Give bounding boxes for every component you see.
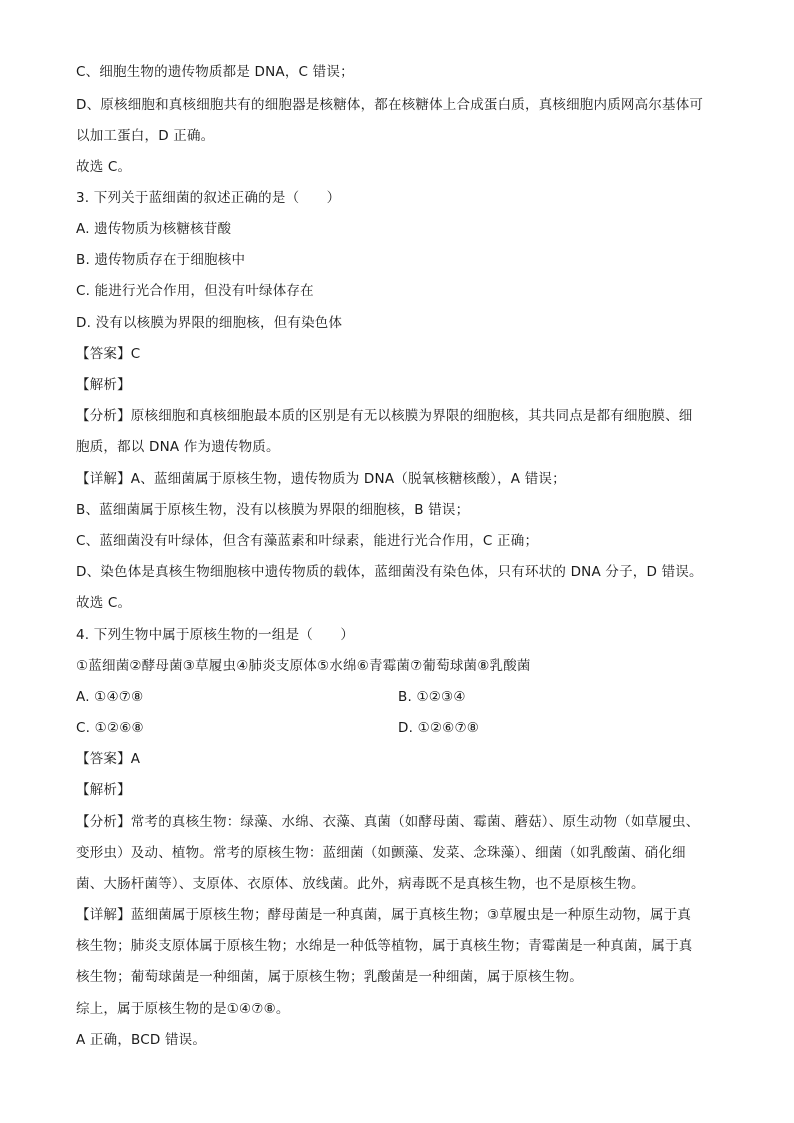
text-line: D、原核细胞和真核细胞共有的细胞器是核糖体，都在核糖体上合成蛋白质，真核细胞内质网高尔基体可 <box>76 97 704 113</box>
option-c: C. 能进行光合作用，但没有叶绿体存在 <box>76 283 314 299</box>
option-b: B. ①②③④ <box>398 689 466 705</box>
text-line: B、蓝细菌属于原核生物，没有以核膜为界限的细胞核，B 错误； <box>76 502 470 518</box>
option-d: D. 没有以核膜为界限的细胞核，但有染色体 <box>76 315 343 331</box>
option-d: D. ①②⑥⑦⑧ <box>398 720 480 736</box>
text-line: 变形虫）及动、植物。常考的原核生物：蓝细菌（如颤藻、发菜、念珠藻）、细菌（如乳酸菌、硝化细 <box>76 845 686 861</box>
text-line: 故选 C。 <box>76 159 132 175</box>
text-line: 核生物；肺炎支原体属于原核生物；水绵是一种低等植物，属于真核生物；青霉菌是一种真菌，属于真 <box>76 938 693 954</box>
text-line: D、染色体是真核生物细胞核中遗传物质的载体，蓝细菌没有染色体，只有环状的 DNA 分子，D 错误。 <box>76 564 703 580</box>
option-a: A. ①④⑦⑧ <box>76 689 144 705</box>
text-line: 核生物；葡萄球菌是一种细菌，属于原核生物；乳酸菌是一种细菌，属于原核生物。 <box>76 969 583 985</box>
analysis-label: 【解析】 <box>76 377 131 393</box>
text-line: 故选 C。 <box>76 595 132 611</box>
text-line: 【分析】原核细胞和真核细胞最本质的区别是有无以核膜为界限的细胞核，其共同点是都有细胞膜、细 <box>76 408 693 424</box>
option-c: C. ①②⑥⑧ <box>76 720 144 736</box>
answer-label: 【答案】C <box>76 346 141 362</box>
question-4-stem: 4. 下列生物中属于原核生物的一组是（ ） <box>76 627 355 643</box>
text-line: 【分析】常考的真核生物：绿藻、水绵、衣藻、真菌（如酵母菌、霉菌、蘑菇）、原生动物（如草履虫、 <box>76 814 700 830</box>
text-line: C、细胞生物的遗传物质都是 DNA，C 错误； <box>76 64 354 80</box>
analysis-label: 【解析】 <box>76 782 131 798</box>
text-line: 【详解】蓝细菌属于原核生物；酵母菌是一种真菌，属于真核生物；③草履虫是一种原生动物，属于真 <box>76 907 692 923</box>
text-line: 综上，属于原核生物的是①④⑦⑧。 <box>76 1001 290 1017</box>
text-line: 【详解】A、蓝细菌属于原核生物，遗传物质为 DNA（脱氧核糖核酸），A 错误； <box>76 471 566 487</box>
option-b: B. 遗传物质存在于细胞核中 <box>76 252 246 268</box>
option-a: A. 遗传物质为核糖核苷酸 <box>76 221 232 237</box>
question-3-stem: 3. 下列关于蓝细菌的叙述正确的是（ ） <box>76 190 341 206</box>
text-line: A 正确，BCD 错误。 <box>76 1032 207 1048</box>
answer-label: 【答案】A <box>76 751 141 767</box>
text-line: 胞质，都以 DNA 作为遗传物质。 <box>76 439 280 455</box>
text-line: 菌、大肠杆菌等）、支原体、衣原体、放线菌。此外，病毒既不是真核生物，也不是原核生物。 <box>76 876 645 892</box>
text-line: 以加工蛋白，D 正确。 <box>76 128 215 144</box>
text-line: C、蓝细菌没有叶绿体，但含有藻蓝素和叶绿素，能进行光合作用，C 正确； <box>76 533 539 549</box>
organism-list: ①蓝细菌②酵母菌③草履虫④肺炎支原体⑤水绵⑥青霉菌⑦葡萄球菌⑧乳酸菌 <box>76 658 531 674</box>
